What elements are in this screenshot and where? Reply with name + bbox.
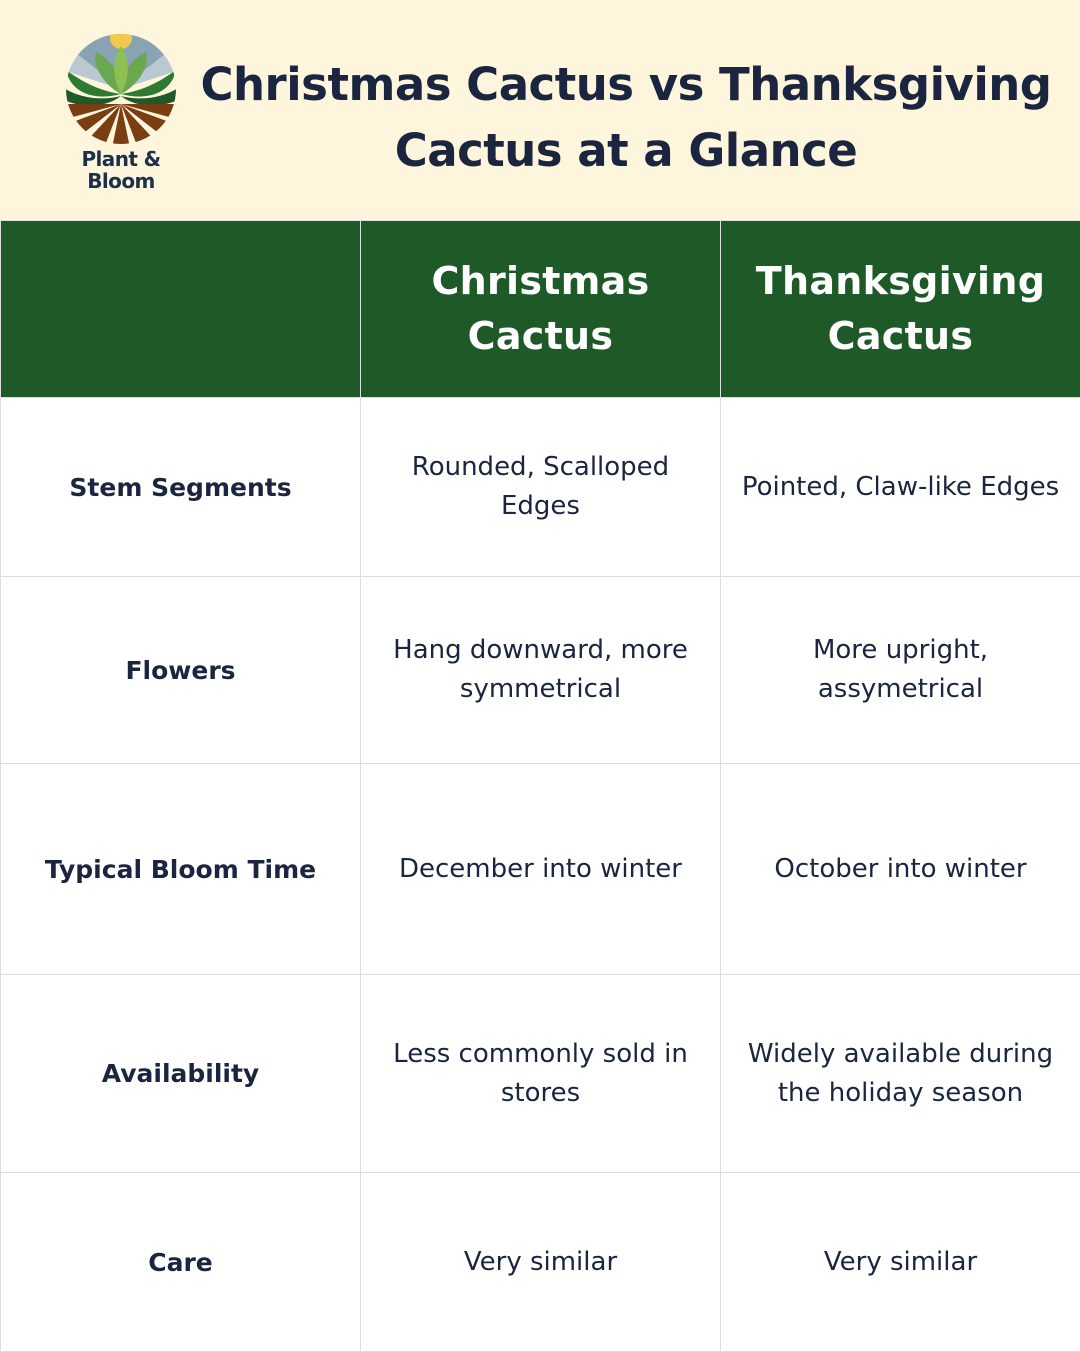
thanksgiving-cell: More upright, assymetrical [721,577,1080,764]
comparison-table [0,220,1080,1352]
thanksgiving-cell: October into winter [721,764,1080,975]
christmas-cell: Hang downward, more symmetrical [361,577,721,764]
row-label: Flowers [1,577,361,764]
header-cell-thanksgiving: Thanksgiving Cactus [721,221,1080,398]
thanksgiving-cell: Very similar [721,1173,1080,1352]
row-label: Care [1,1173,361,1352]
page-title: Christmas Cactus vs Thanksgiving Cactus at a Glance [190,52,1062,184]
header [0,0,1080,220]
christmas-cell: Very similar [361,1173,721,1352]
thanksgiving-cell: Pointed, Claw-like Edges [721,398,1080,577]
table-row [1,577,1080,764]
brand-name-line2: Bloom [62,170,180,192]
table-row [1,975,1080,1173]
christmas-cell: Rounded, Scalloped Edges [361,398,721,577]
row-label: Availability [1,975,361,1173]
table-row [1,398,1080,577]
brand-name [62,148,180,192]
christmas-cell: Less commonly sold in stores [361,975,721,1173]
brand-name-line1: Plant & [62,148,180,170]
thanksgiving-cell: Widely available during the holiday season [721,975,1080,1173]
header-cell-empty [1,221,361,398]
header-cell-christmas: Christmas Cactus [361,221,721,398]
row-label: Stem Segments [1,398,361,577]
table-row [1,1173,1080,1352]
christmas-cell: December into winter [361,764,721,975]
table-row [1,764,1080,975]
row-label: Typical Bloom Time [1,764,361,975]
brand-logo [62,30,180,200]
plant-logo-icon [62,30,180,148]
table-header-row [1,221,1080,398]
